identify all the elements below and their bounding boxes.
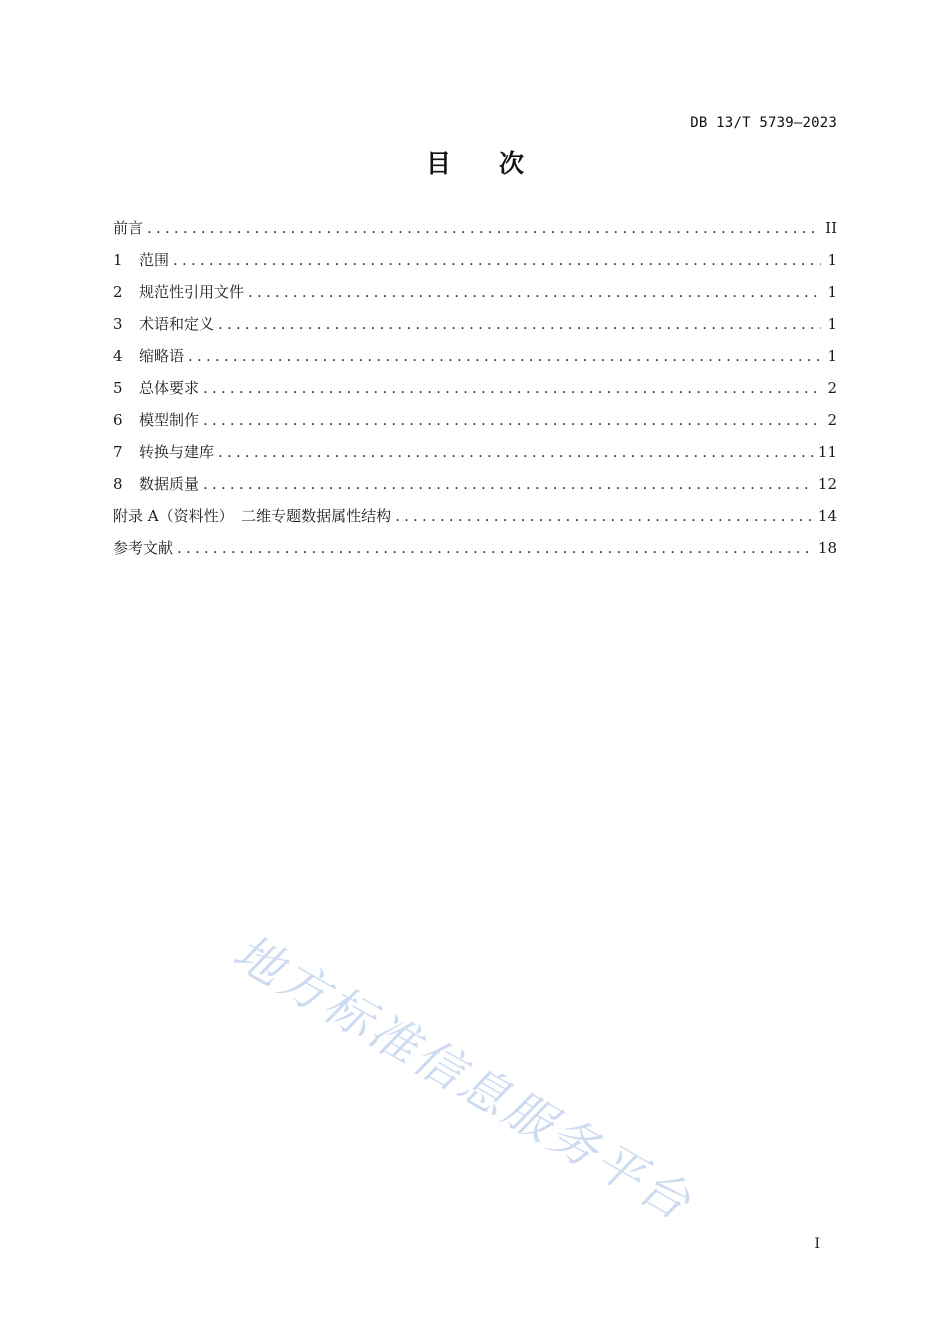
- toc-leader-dots: [248, 276, 821, 308]
- toc-leader-dots: [177, 532, 814, 564]
- toc-section-number: 5: [113, 379, 123, 397]
- toc-entry-bibliography[interactable]: [113, 532, 837, 564]
- toc-page-number: II: [825, 219, 837, 237]
- toc-section-number: 6: [113, 411, 123, 429]
- toc-leader-dots: [203, 372, 821, 404]
- toc-leader-dots: [203, 468, 814, 500]
- toc-leader-dots: [395, 500, 814, 532]
- toc-section-number: 1: [113, 251, 123, 269]
- toc-entry-model-production[interactable]: [113, 404, 837, 436]
- toc-leader-dots: [147, 212, 821, 244]
- toc-page-number: 2: [827, 411, 837, 429]
- toc-label: 转换与建库: [139, 443, 215, 461]
- toc-section-number: 2: [113, 283, 123, 301]
- toc-page-number: 1: [827, 347, 837, 365]
- toc-section-number: 3: [113, 315, 123, 333]
- toc-label: 数据质量: [139, 475, 200, 493]
- toc-leader-dots: [218, 308, 821, 340]
- toc-section-number: 7: [113, 443, 123, 461]
- toc-entry-appendix-a[interactable]: [113, 500, 837, 532]
- toc-entry-normative-references[interactable]: [113, 276, 837, 308]
- toc-label: 范围: [139, 251, 170, 269]
- toc-page-number: 11: [817, 443, 837, 461]
- toc-section-number: 4: [113, 347, 123, 365]
- toc-page-number: 18: [817, 539, 837, 557]
- toc-section-number: 8: [113, 475, 123, 493]
- page-title: 目次: [425, 149, 572, 178]
- toc-page-number: 1: [827, 283, 837, 301]
- toc-label: 附录 A（资料性） 二维专题数据属性结构: [113, 507, 392, 525]
- toc-leader-dots: [203, 404, 821, 436]
- page-number: I: [814, 1236, 820, 1252]
- table-of-contents: [113, 212, 837, 564]
- toc-label: 规范性引用文件: [139, 283, 245, 301]
- toc-entry-scope[interactable]: [113, 244, 837, 276]
- toc-label: 参考文献: [113, 539, 174, 557]
- toc-page-number: 1: [827, 315, 837, 333]
- toc-page-number: 1: [827, 251, 837, 269]
- toc-entry-terms-definitions[interactable]: [113, 308, 837, 340]
- toc-entry-general-requirements[interactable]: [113, 372, 837, 404]
- toc-label: 模型制作: [139, 411, 200, 429]
- toc-leader-dots: [218, 436, 814, 468]
- toc-label: 缩略语: [139, 347, 185, 365]
- toc-entry-abbreviations[interactable]: [113, 340, 837, 372]
- watermark: 地方标准信息服务平台: [223, 924, 703, 1233]
- toc-leader-dots: [188, 340, 821, 372]
- toc-leader-dots: [173, 244, 821, 276]
- toc-entry-preface[interactable]: [113, 212, 837, 244]
- toc-label: 总体要求: [139, 379, 200, 397]
- toc-entry-data-quality[interactable]: [113, 468, 837, 500]
- toc-label: 前言: [113, 219, 144, 237]
- toc-page-number: 14: [817, 507, 837, 525]
- toc-page-number: 12: [817, 475, 837, 493]
- toc-entry-conversion-database[interactable]: [113, 436, 837, 468]
- toc-label: 术语和定义: [139, 315, 215, 333]
- document-code: DB 13/T 5739—2023: [690, 115, 837, 131]
- toc-page-number: 2: [827, 379, 837, 397]
